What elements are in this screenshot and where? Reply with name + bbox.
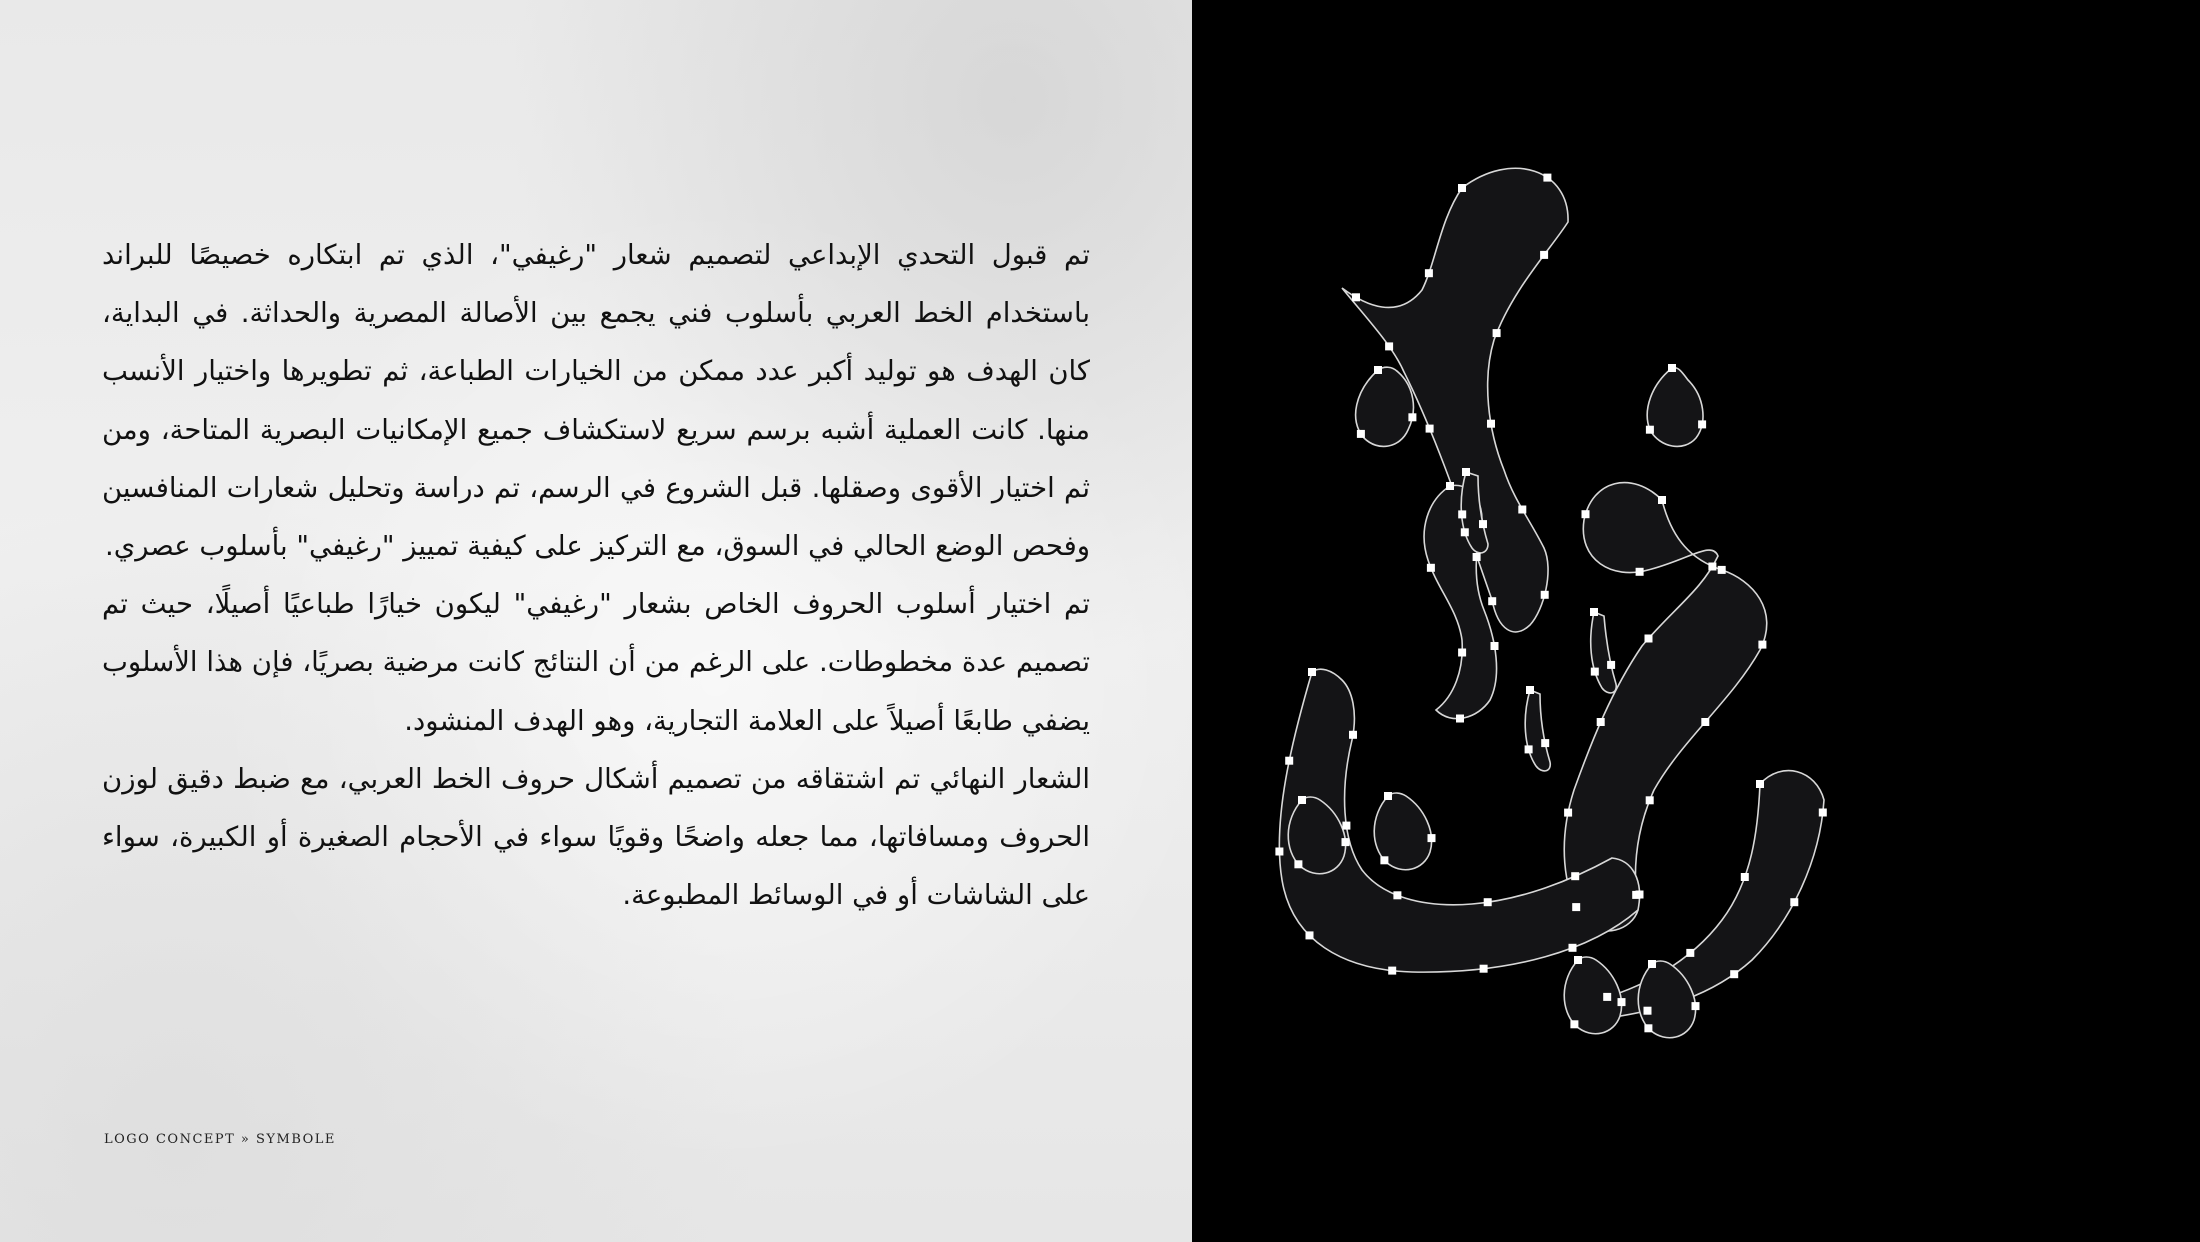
anchor-point bbox=[1294, 860, 1302, 868]
anchor-point bbox=[1645, 635, 1653, 643]
anchor-point bbox=[1701, 718, 1709, 726]
anchor-point bbox=[1462, 468, 1470, 476]
anchor-point bbox=[1607, 661, 1615, 669]
anchor-point bbox=[1819, 809, 1827, 817]
anchor-point bbox=[1306, 931, 1314, 939]
anchor-point bbox=[1446, 482, 1454, 490]
anchor-point bbox=[1646, 796, 1654, 804]
anchor-point bbox=[1352, 293, 1360, 301]
anchor-point bbox=[1790, 898, 1798, 906]
anchor-point bbox=[1298, 796, 1306, 804]
anchor-point bbox=[1461, 528, 1469, 536]
anchor-point bbox=[1603, 993, 1611, 1001]
anchor-point bbox=[1646, 426, 1654, 434]
anchor-point bbox=[1644, 1024, 1652, 1032]
anchor-point bbox=[1741, 873, 1749, 881]
anchor-point bbox=[1275, 848, 1283, 856]
anchor-point bbox=[1384, 792, 1392, 800]
anchor-point bbox=[1458, 184, 1466, 192]
anchor-point bbox=[1487, 420, 1495, 428]
logo-stroke-ghain bbox=[1564, 483, 1766, 931]
anchor-point bbox=[1698, 420, 1706, 428]
anchor-point bbox=[1708, 563, 1716, 571]
anchor-point bbox=[1518, 506, 1526, 514]
anchor-point bbox=[1590, 608, 1598, 616]
anchor-point bbox=[1758, 641, 1766, 649]
anchor-point bbox=[1571, 872, 1579, 880]
anchor-point bbox=[1458, 649, 1466, 657]
anchor-point bbox=[1648, 960, 1656, 968]
anchor-point bbox=[1428, 834, 1436, 842]
anchor-point bbox=[1541, 591, 1549, 599]
anchor-point bbox=[1597, 718, 1605, 726]
anchor-point bbox=[1658, 496, 1666, 504]
anchor-point bbox=[1458, 510, 1466, 518]
paragraph-1: تم قبول التحدي الإبداعي لتصميم شعار "رغيفي"، الذي تم ابتكاره خصيصًا للبراند باستخدام الخط العربي بأسلوب فني يجمع بين الأصالة المصرية والحداثة. في البداية، كان الهدف هو توليد أكبر عدد ممكن من الخيارات الطباعة، ثم تطويرها واختيار الأنسب منها. كانت العملية أشبه برسم سريع لاستكشاف جميع الإمكانيات البصرية المتاحة، ومن ثم اختيار الأقوى وصقلها. قبل الشروع في الرسم، تم دراسة وتحليل شعارات المنافسين وفحص الوضع الحالي في السوق، مع التركيز على كيفية تمييز "رغيفي" بأسلوب عصري. bbox=[102, 239, 1090, 563]
anchor-point bbox=[1479, 520, 1487, 528]
anchor-point bbox=[1636, 568, 1644, 576]
anchor-point bbox=[1374, 366, 1382, 374]
anchor-point bbox=[1285, 757, 1293, 765]
anchor-point bbox=[1686, 949, 1694, 957]
anchor-point bbox=[1456, 715, 1464, 723]
anchor-point bbox=[1385, 342, 1393, 350]
anchor-point bbox=[1574, 956, 1582, 964]
anchor-point bbox=[1427, 564, 1435, 572]
anchor-point bbox=[1357, 430, 1365, 438]
anchor-point bbox=[1388, 967, 1396, 975]
footer-label: LOGO CONCEPT » SYMBOLE bbox=[104, 1132, 336, 1147]
anchor-point bbox=[1342, 838, 1350, 846]
anchor-point bbox=[1484, 898, 1492, 906]
anchor-point bbox=[1541, 739, 1549, 747]
anchor-point bbox=[1564, 809, 1572, 817]
anchor-point bbox=[1570, 1020, 1578, 1028]
anchor-point bbox=[1525, 745, 1533, 753]
anchor-point bbox=[1540, 251, 1548, 259]
anchor-point bbox=[1491, 642, 1499, 650]
anchor-point bbox=[1569, 944, 1577, 952]
anchor-point bbox=[1493, 329, 1501, 337]
raghifi-logo-outline bbox=[1192, 0, 2200, 1242]
anchor-point bbox=[1572, 903, 1580, 911]
logo-panel bbox=[1192, 0, 2200, 1242]
anchor-point bbox=[1349, 731, 1357, 739]
anchor-point bbox=[1636, 891, 1644, 899]
anchor-point bbox=[1380, 856, 1388, 864]
anchor-point bbox=[1408, 413, 1416, 421]
logo-stroke-dot-right bbox=[1647, 368, 1703, 447]
anchor-point bbox=[1543, 174, 1551, 182]
anchor-point bbox=[1526, 686, 1534, 694]
anchor-point bbox=[1692, 1002, 1700, 1010]
anchor-point bbox=[1480, 965, 1488, 973]
anchor-point bbox=[1756, 780, 1764, 788]
anchor-point bbox=[1718, 566, 1726, 574]
anchor-point bbox=[1582, 510, 1590, 518]
anchor-point bbox=[1473, 553, 1481, 561]
anchor-point bbox=[1308, 668, 1316, 676]
body-text bbox=[102, 226, 1090, 924]
anchor-point bbox=[1426, 425, 1434, 433]
paragraph-2: تم اختيار أسلوب الحروف الخاص بشعار "رغيفي" ليكون خيارًا طباعيًا أصيلًا، حيث تم تصميم عدة مخطوطات. على الرغم من أن النتائج كانت مرضية بصريًا، فإن هذا الأسلوب يضفي طابعًا أصيلاً على العلامة التجارية، وهو الهدف المنشود. bbox=[102, 588, 1090, 737]
anchor-point bbox=[1644, 1007, 1652, 1015]
anchor-point bbox=[1342, 822, 1350, 830]
anchor-point bbox=[1618, 998, 1626, 1006]
anchor-point bbox=[1488, 597, 1496, 605]
paragraph-3: الشعار النهائي تم اشتقاقه من تصميم أشكال حروف الخط العربي، مع ضبط دقيق لوزن الحروف ومسافاتها، مما جعله واضحًا وقويًا سواء في الأحجام الصغيرة أو الكبيرة، سواء على الشاشات أو في الوسائط المطبوعة. bbox=[102, 762, 1090, 912]
logo-stroke-notch-3 bbox=[1525, 690, 1550, 771]
anchor-point bbox=[1393, 891, 1401, 899]
anchor-point bbox=[1730, 970, 1738, 978]
anchor-point bbox=[1668, 364, 1676, 372]
logo-stroke-notch-2 bbox=[1591, 612, 1617, 693]
anchor-point bbox=[1425, 269, 1433, 277]
anchor-point bbox=[1591, 668, 1599, 676]
